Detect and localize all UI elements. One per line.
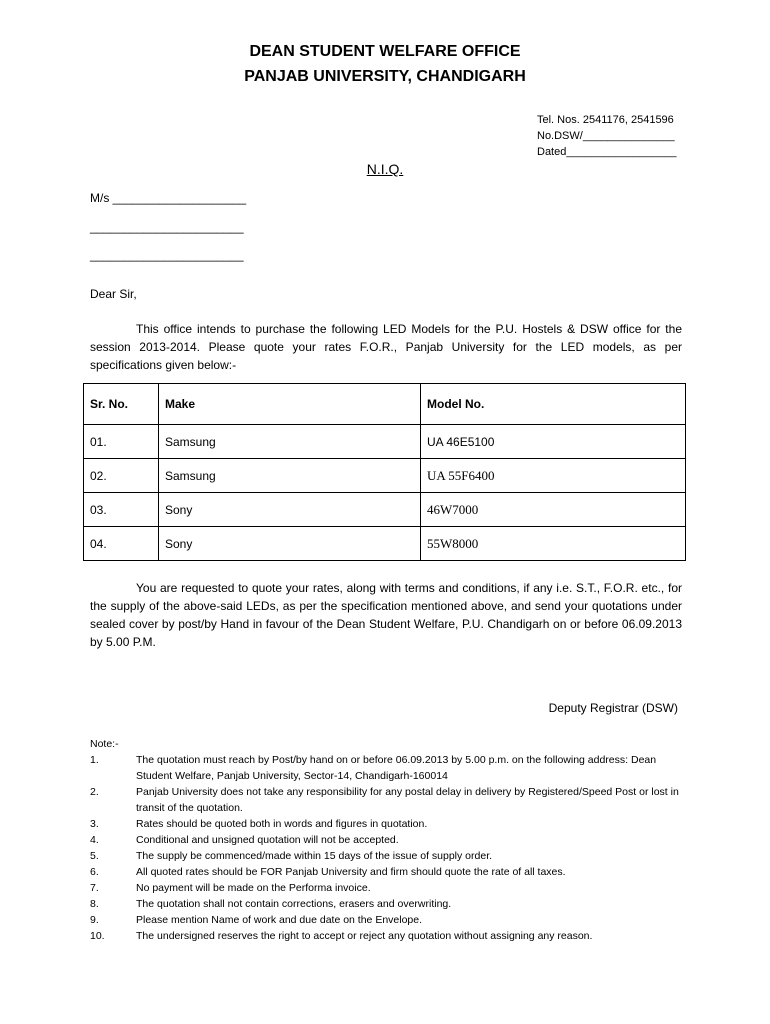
note-number: 1. (90, 754, 99, 766)
sr-no-cell: 01. (84, 425, 159, 459)
note-number: 4. (90, 834, 99, 846)
model-cell: UA 46E5100 (421, 425, 686, 459)
note-number: 9. (90, 914, 99, 926)
note-item (90, 928, 690, 944)
note-number: 6. (90, 866, 99, 878)
note-text: Rates should be quoted both in words and figures in quotation. (136, 818, 428, 830)
telephone-numbers: Tel. Nos. 2541176, 2541596 (537, 114, 674, 126)
led-models-table (83, 383, 686, 561)
address-line-2: _______________________ (90, 220, 244, 234)
address-line-3: _______________________ (90, 248, 244, 262)
notes-heading: Note:- (90, 738, 119, 750)
note-text: No payment will be made on the Performa invoice. (136, 882, 371, 894)
salutation: Dear Sir, (90, 287, 137, 301)
sr-no-cell: 04. (84, 527, 159, 561)
note-text: Conditional and unsigned quotation will not be accepted. (136, 834, 399, 846)
note-item (90, 912, 690, 928)
office-title: DEAN STUDENT WELFARE OFFICE (249, 43, 521, 60)
table-row (84, 459, 686, 493)
make-cell: Sony (159, 527, 421, 561)
model-cell: UA 55F6400 (421, 459, 686, 493)
reference-number: No.DSW/_______________ (537, 130, 675, 142)
note-number: 8. (90, 898, 99, 910)
table-row (84, 527, 686, 561)
note-number: 3. (90, 818, 99, 830)
note-item (90, 784, 690, 816)
note-item (90, 880, 690, 896)
request-paragraph: You are requested to quote your rates, along with terms and conditions, if any i.e. S.T., F.O.R. etc., for the supply of the above-said LEDs, as per the specification mentioned above, and send your quotations under sealed cover by post/by Hand in favour of the Dean Student Welfare, P.U. Chandigarh on or before 06.09.2013 by 5.00 P.M. (90, 581, 682, 649)
sr-no-cell: 03. (84, 493, 159, 527)
sr-no-cell: 02. (84, 459, 159, 493)
note-text: The quotation must reach by Post/by hand on or before 06.09.2013 by 5.00 p.m. on the following address: Dean Student Welfare, Panjab University, Sector-14, Chandigarh-160014 (136, 754, 657, 782)
note-item (90, 752, 690, 784)
note-text: All quoted rates should be FOR Panjab University and firm should quote the rate of all taxes. (136, 866, 566, 878)
note-text: The supply be commenced/made within 15 days of the issue of supply order. (136, 850, 493, 862)
note-item (90, 864, 690, 880)
university-title: PANJAB UNIVERSITY, CHANDIGARH (244, 68, 526, 85)
addressee-line: M/s ____________________ (90, 191, 247, 205)
note-number: 5. (90, 850, 99, 862)
note-number: 2. (90, 786, 99, 798)
model-cell: 46W7000 (421, 493, 686, 527)
model-cell: 55W8000 (421, 527, 686, 561)
signatory: Deputy Registrar (DSW) (548, 701, 678, 715)
header-model-no: Model No. (421, 384, 686, 425)
date-field: Dated__________________ (537, 146, 677, 158)
note-text: The quotation shall not contain corrections, erasers and overwriting. (136, 898, 452, 910)
note-item (90, 848, 690, 864)
note-text: Panjab University does not take any responsibility for any postal delay in delivery by Registered/Speed Post or lost in transit of the quotation. (136, 786, 679, 814)
intro-paragraph: This office intends to purchase the following LED Models for the P.U. Hostels & DSW office for the session 2013-2014. Please quote your rates F.O.R., Panjab University for the LED models, as per specifications given below:- (90, 322, 682, 372)
header-sr-no: Sr. No. (84, 384, 159, 425)
make-cell: Samsung (159, 459, 421, 493)
table-row (84, 425, 686, 459)
note-number: 10. (90, 930, 105, 942)
make-cell: Sony (159, 493, 421, 527)
table-header-row (84, 384, 686, 425)
note-item (90, 896, 690, 912)
document-title: N.I.Q. (366, 161, 404, 177)
note-item (90, 832, 690, 848)
make-cell: Samsung (159, 425, 421, 459)
note-text: Please mention Name of work and due date on the Envelope. (136, 914, 423, 926)
notes-section (90, 736, 690, 944)
note-number: 7. (90, 882, 99, 894)
note-item (90, 816, 690, 832)
header-make: Make (159, 384, 421, 425)
note-text: The undersigned reserves the right to accept or reject any quotation without assigning any reason. (136, 930, 593, 942)
table-row (84, 493, 686, 527)
